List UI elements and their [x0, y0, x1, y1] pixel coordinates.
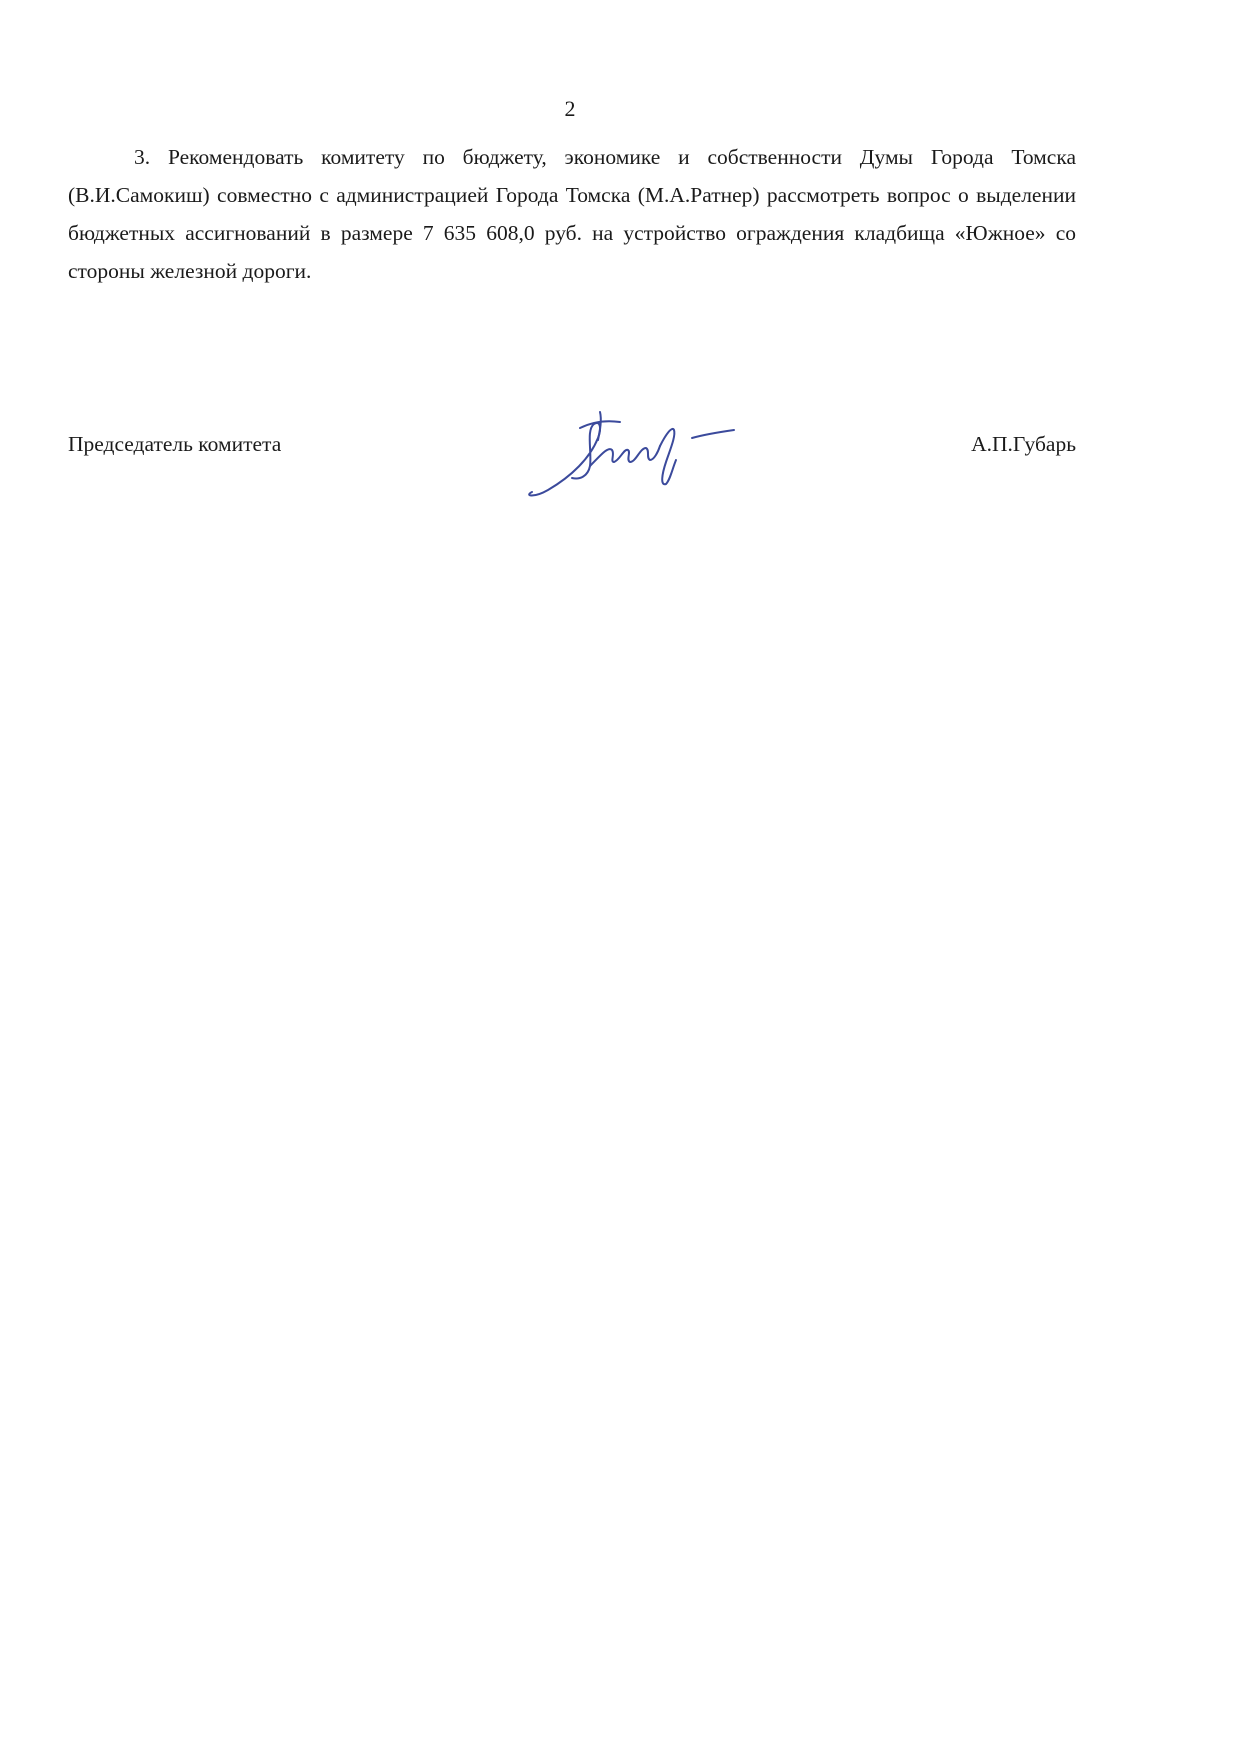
page-number: 2 [564, 96, 576, 121]
signatory-name: А.П.Губарь [971, 432, 1076, 456]
handwritten-signature-icon [520, 400, 770, 510]
body-paragraph: 3. Рекомендовать комитету по бюджету, экономике и собственности Думы Города Томска (В.И.Самокиш) совместно с администрацией Города Томска (М.А.Ратнер) рассмотреть вопрос о выделении бюджетных ассигнований в размере 7 635 608,0 руб. на устройство ограждения кладбища «Южное» со стороны железной дороги. [68, 145, 1076, 283]
signatory-title: Председатель комитета [68, 432, 282, 456]
